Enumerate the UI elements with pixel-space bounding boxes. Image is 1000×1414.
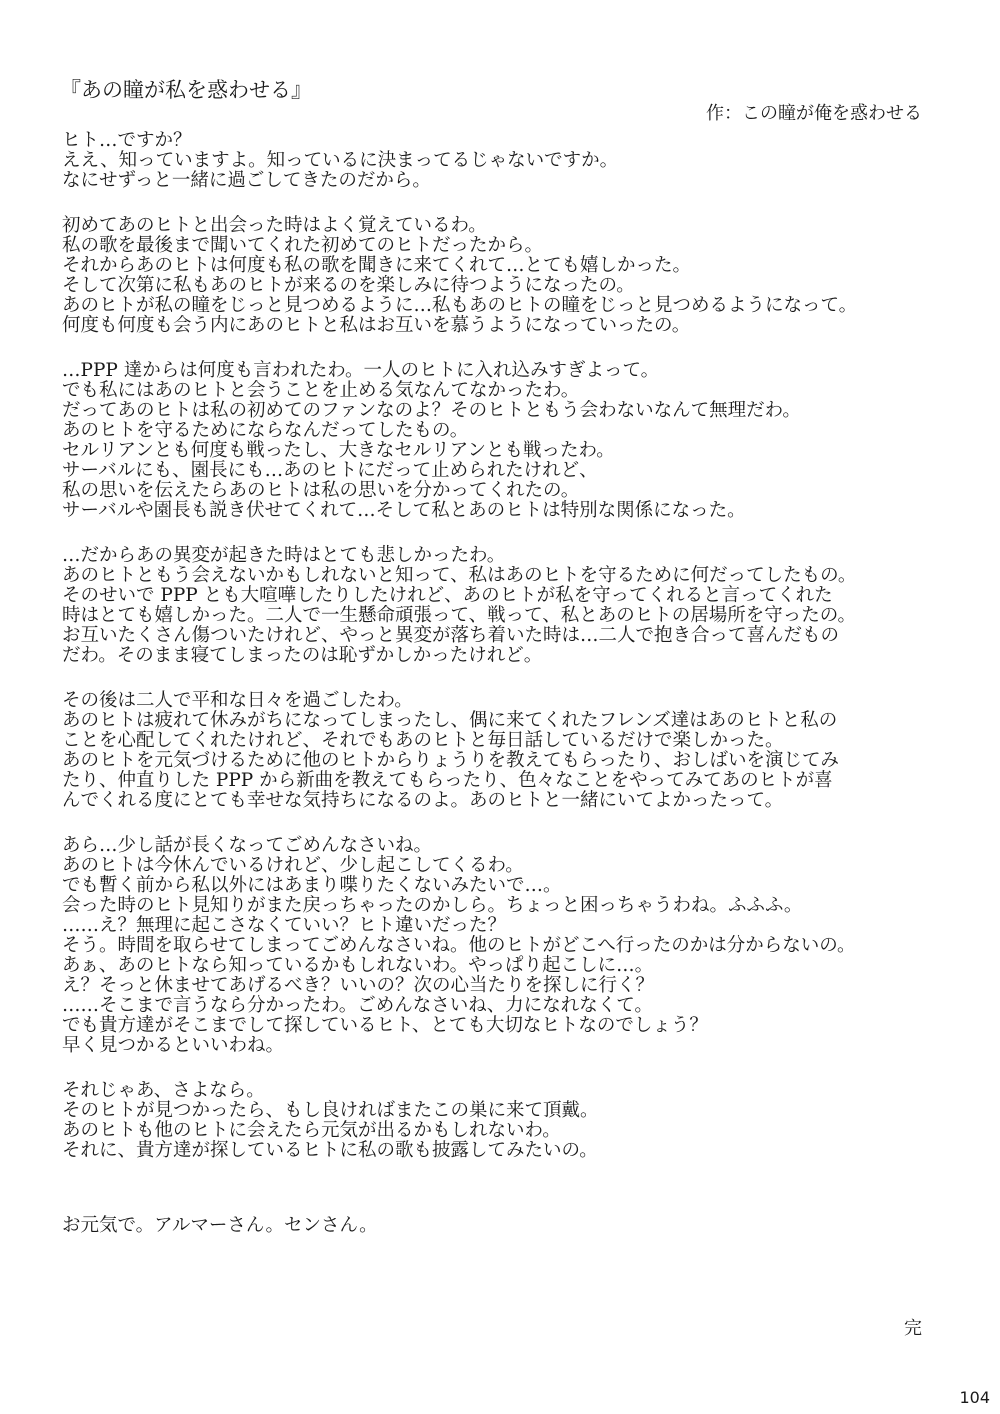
- text-line: サーバルにも、園長にも…あのヒトにだって止められたけれど、: [62, 460, 598, 481]
- text-line: ことを心配してくれたけれど、それでもあのヒトと毎日話しているだけで楽しかった。: [62, 730, 784, 751]
- paragraph: [62, 1216, 942, 1236]
- text-line: セルリアンとも何度も戦ったし、大きなセルリアンとも戦ったわ。: [62, 440, 615, 461]
- text-line: でも私にはあのヒトと会うことを止める気なんてなかったわ。: [62, 380, 580, 401]
- text-line: 会った時のヒト見知りがまた戻っちゃったのかしら。ちょっと困っちゃうわね。ふふふ。: [62, 895, 803, 916]
- story-title: 『あの瞳が私を惑わせる』: [60, 78, 312, 102]
- text-line: なにせずっと一緒に過ごしてきたのだから。: [62, 170, 431, 191]
- text-line: そう。時間を取らせてしまってごめんなさいね。他のヒトがどこへ行ったのかは分からないの。: [62, 935, 856, 956]
- story-body: [62, 131, 942, 1261]
- text-line: それじゃあ、さよなら。: [62, 1080, 265, 1101]
- paragraph: [62, 546, 942, 666]
- paragraph: [62, 361, 942, 521]
- paragraph: [62, 131, 942, 191]
- text-line: たり、仲直りした PPP から新曲を教えてもらったり、色々なことをやってみてあのヒトが喜: [62, 770, 833, 791]
- text-line: そのせいで PPP とも大喧嘩したりしたけれど、あのヒトが私を守ってくれると言ってくれた: [62, 585, 833, 606]
- text-line: 時はとても嬉しかった。二人で一生懸命頑張って、戦って、私とあのヒトの居場所を守ったの。: [62, 605, 857, 626]
- paragraph: [62, 836, 942, 1056]
- text-line: それに、貴方達が探しているヒトに私の歌も披露してみたいの。: [62, 1140, 598, 1161]
- text-line: え？そっと休ませてあげるべき？いいの？次の心当たりを探しに行く？: [62, 975, 655, 996]
- text-line: ……え？無理に起こさなくていい？ヒト違いだった？: [62, 915, 507, 936]
- page-number: 104: [959, 1388, 990, 1407]
- text-line: あら…少し話が長くなってごめんなさいね。: [62, 835, 433, 856]
- text-line: お元気で。アルマーさん。センさん。: [62, 1215, 378, 1236]
- text-line: だわ。そのまま寝てしまったのは恥ずかしかったけれど。: [62, 645, 543, 666]
- text-line: お互いたくさん傷ついたけれど、やっと異変が落ち着いた時は…二人で抱き合って喜んだもの: [62, 625, 840, 646]
- text-line: そのヒトが見つかったら、もし良ければまたこの巣に来て頂戴。: [62, 1100, 599, 1121]
- paragraph: [62, 216, 942, 336]
- text-line: でも暫く前から私以外にはあまり喋りたくないみたいで…。: [62, 875, 562, 896]
- text-line: 何度も何度も会う内にあのヒトと私はお互いを慕うようになっていったの。: [62, 315, 691, 336]
- text-line: だってあのヒトは私の初めてのファンなのよ？そのヒトともう会わないなんて無理だわ。: [62, 400, 801, 421]
- text-line: あのヒトも他のヒトに会えたら元気が出るかもしれないわ。: [62, 1120, 561, 1141]
- text-line: あのヒトを元気づけるために他のヒトからりょうりを教えてもらったり、おしばいを演じてみ: [62, 750, 840, 771]
- text-line: その後は二人で平和な日々を過ごしたわ。: [62, 690, 413, 711]
- text-line: ええ、知っていますよ。知っているに決まってるじゃないですか。: [62, 150, 619, 171]
- text-line: あのヒトを守るためにならなんだってしたもの。: [62, 420, 469, 441]
- text-line: 私の思いを伝えたらあのヒトは私の思いを分かってくれたの。: [62, 480, 580, 501]
- text-line: そして次第に私もあのヒトが来るのを楽しみに待つようになったの。: [62, 275, 635, 296]
- text-line: あのヒトは今休んでいるけれど、少し起こしてくるわ。: [62, 855, 524, 876]
- text-line: 私の歌を最後まで聞いてくれた初めてのヒトだったから。: [62, 235, 544, 256]
- text-line: でも貴方達がそこまでして探しているヒト、とても大切なヒトなのでしょう？: [62, 1015, 708, 1036]
- paragraph: [62, 1081, 942, 1161]
- text-line: んでくれる度にとても幸せな気持ちになるのよ。あのヒトと一緒にいてよかったって。: [62, 790, 784, 811]
- text-line: …だからあの異変が起きた時はとても悲しかったわ。: [62, 545, 506, 566]
- text-line: あのヒトが私の瞳をじっと見つめるように…私もあのヒトの瞳をじっと見つめるようになって。: [62, 295, 858, 316]
- text-line: 初めてあのヒトと出会った時はよく覚えているわ。: [62, 215, 487, 236]
- text-line: ヒト…ですか？: [62, 130, 192, 151]
- text-line: …PPP 達からは何度も言われたわ。一人のヒトに入れ込みすぎよって。: [62, 360, 660, 381]
- text-line: 早く見つかるといいわね。: [62, 1035, 285, 1056]
- text-line: あのヒトは疲れて休みがちになってしまったし、偶に来てくれたフレンズ達はあのヒトと私の: [62, 710, 838, 731]
- end-mark: 完: [904, 1318, 922, 1339]
- author-credit: 作：この瞳が俺を惑わせる: [706, 103, 922, 124]
- paragraph: [62, 691, 942, 811]
- text-line: サーバルや園長も説き伏せてくれて…そして私とあのヒトは特別な関係になった。: [62, 500, 746, 521]
- text-line: それからあのヒトは何度も私の歌を聞きに来てくれて…とても嬉しかった。: [62, 255, 692, 276]
- text-line: あぁ、あのヒトなら知っているかもしれないわ。やっぱり起こしに…。: [62, 955, 654, 976]
- text-line: あのヒトともう会えないかもしれないと知って、私はあのヒトを守るために何だってしたもの。: [62, 565, 857, 586]
- text-line: ……そこまで言うなら分かったわ。ごめんなさいね、力になれなくて。: [62, 995, 653, 1016]
